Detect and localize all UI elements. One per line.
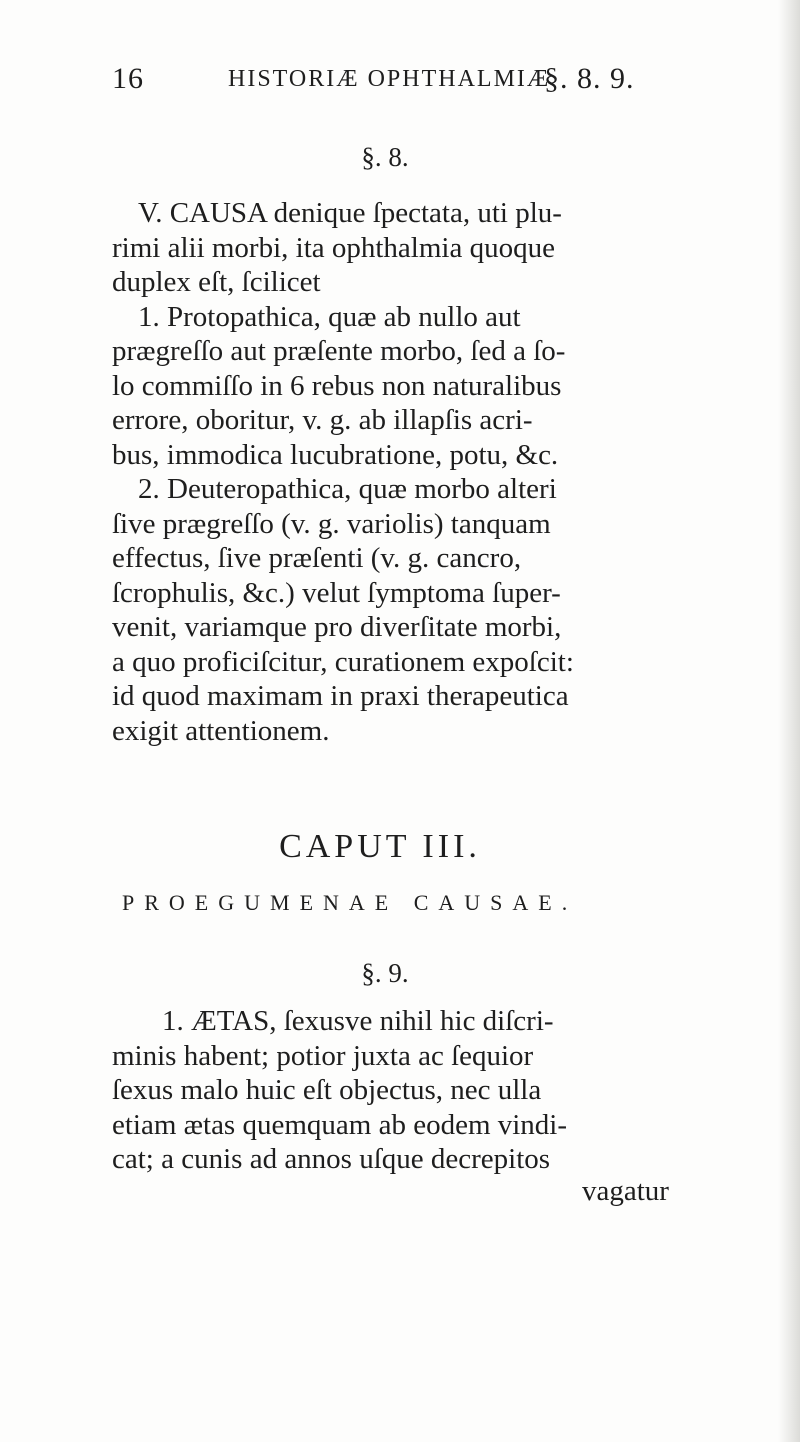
text-line: lo commiſſo in 6 rebus non naturalibus <box>112 369 562 402</box>
chapter-subtitle: PROEGUMENAE CAUSAE. <box>122 890 578 915</box>
text-line: 2. Deuteropathica, quæ morbo alteri <box>138 473 557 505</box>
text-line: a quo proficiſcitur, curationem expoſcit: <box>112 645 574 678</box>
section-9-body <box>112 1004 672 1177</box>
text-line: exigit attentionem. <box>112 714 330 747</box>
running-head <box>112 62 652 102</box>
text-line: ſive prægreſſo (v. g. variolis) tanquam <box>112 507 551 540</box>
text-line: errore, oboritur, v. g. ab illapſis acri- <box>112 404 533 436</box>
text-line: prægreſſo aut præſente morbo, ſed a ſo- <box>112 335 566 367</box>
text-line: duplex eſt, ſcilicet <box>112 266 321 298</box>
text-line: id quod maximam in praxi therapeutica <box>112 680 569 712</box>
page-number: 16 <box>112 62 144 95</box>
chapter-title: CAPUT III. <box>279 828 481 865</box>
text-line: ſcrophulis, &c.) velut ſymptoma ſuper- <box>112 576 561 609</box>
section-8-mark: §. 8. <box>361 142 409 172</box>
text-line: 1. Protopathica, quæ ab nullo aut <box>138 300 521 333</box>
text-line: cat; a cunis ad annos uſque decrepitos <box>112 1143 551 1175</box>
text-line: venit, variamque pro diverſitate morbi, <box>112 611 562 643</box>
section-8-body <box>112 196 672 748</box>
section-9-mark: §. 9. <box>361 958 409 988</box>
text-line: rimi alii morbi, ita ophthalmia quoque <box>112 231 555 264</box>
running-title: HISTORIÆ OPHTHALMIÆ <box>228 66 551 92</box>
catchword: vagatur <box>582 1175 669 1207</box>
text-line: V. CAUSA denique ſpectata, uti plu- <box>138 197 562 229</box>
text-line: bus, immodica lucubratione, potu, &c. <box>112 438 559 471</box>
text-line: minis habent; potior juxta ac ſequior <box>112 1039 534 1072</box>
text-line: 1. ÆTAS, ſexusve nihil hic diſcri- <box>162 1005 554 1037</box>
running-section: §. 8. 9. <box>544 62 635 95</box>
page-edge-shadow <box>778 0 800 1442</box>
text-line: effectus, ſive præſenti (v. g. cancro, <box>112 542 522 574</box>
text-line: etiam ætas quemquam ab eodem vindi- <box>112 1108 568 1141</box>
text-line: ſexus malo huic eſt objectus, nec ulla <box>112 1074 542 1106</box>
